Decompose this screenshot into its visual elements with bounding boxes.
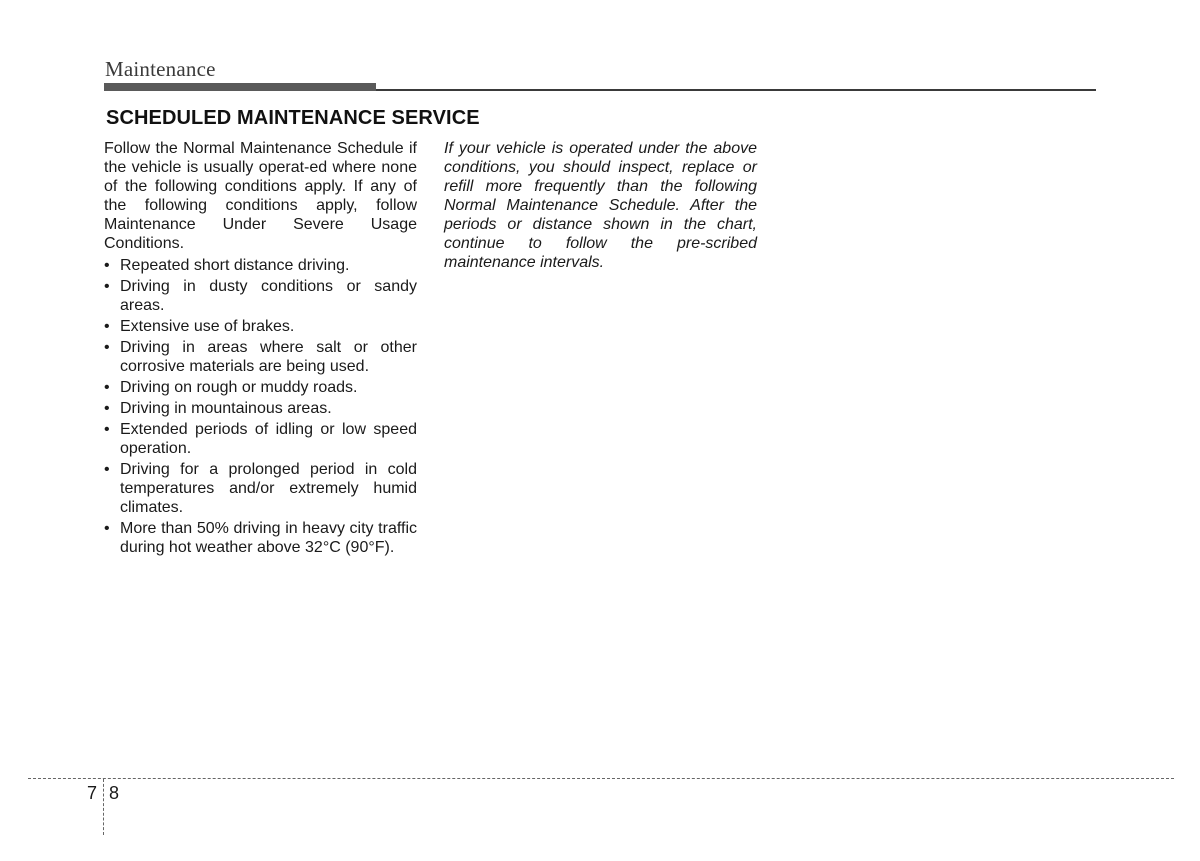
list-item-text: Driving on rough or muddy roads. — [120, 379, 358, 396]
list-item — [104, 317, 417, 336]
bullet-icon: • — [104, 318, 110, 335]
list-item-text: Extensive use of brakes. — [120, 318, 295, 335]
header-rule-thick — [104, 83, 376, 91]
bullet-icon: • — [104, 379, 110, 396]
intro-paragraph: Follow the Normal Maintenance Schedule if the vehicle is usually operat-ed where none of the following conditions apply. If any of the following conditions apply, follow Maintenance Under Severe Usage Conditions. — [104, 140, 417, 252]
chapter-number: 7 — [87, 783, 98, 803]
list-item — [104, 256, 417, 275]
list-item — [104, 420, 417, 458]
list-item — [104, 460, 417, 517]
list-item-text: More than 50% driving in heavy city traffic during hot weather above 32°C (90°F). — [120, 520, 417, 556]
list-item — [104, 277, 417, 315]
bullet-icon: • — [104, 257, 110, 274]
bullet-icon: • — [104, 339, 110, 356]
list-item — [104, 399, 417, 418]
bullet-icon: • — [104, 278, 110, 295]
list-item-text: Driving in areas where salt or other corrosive materials are being used. — [120, 339, 417, 375]
list-item-text: Driving for a prolonged period in cold temperatures and/or extremely humid climates. — [120, 461, 417, 516]
list-item — [104, 338, 417, 376]
list-item-text: Driving in mountainous areas. — [120, 400, 332, 417]
list-item — [104, 519, 417, 557]
header-rule-thin — [376, 89, 1096, 91]
left-column — [104, 139, 417, 559]
footer-divider — [28, 778, 1174, 779]
page-number: 8 — [109, 783, 120, 803]
bullet-icon: • — [104, 461, 110, 478]
list-item — [104, 378, 417, 397]
page-heading: SCHEDULED MAINTENANCE SERVICE — [106, 107, 480, 129]
footer-vertical-divider — [103, 779, 104, 835]
list-item-text: Driving in dusty conditions or sandy areas. — [120, 278, 417, 314]
bullet-icon: • — [104, 421, 110, 438]
section-label: Maintenance — [105, 57, 216, 81]
bullet-icon: • — [104, 400, 110, 417]
severe-usage-note: If your vehicle is operated under the above conditions, you should inspect, replace or refill more frequently than the following Normal Maintenance Schedule. After the periods or distance shown in the chart, continue to follow the pre-scribed maintenance intervals. — [444, 140, 757, 271]
bullet-icon: • — [104, 520, 110, 537]
conditions-list — [104, 256, 417, 557]
list-item-text: Repeated short distance driving. — [120, 257, 350, 274]
list-item-text: Extended periods of idling or low speed operation. — [120, 421, 417, 457]
